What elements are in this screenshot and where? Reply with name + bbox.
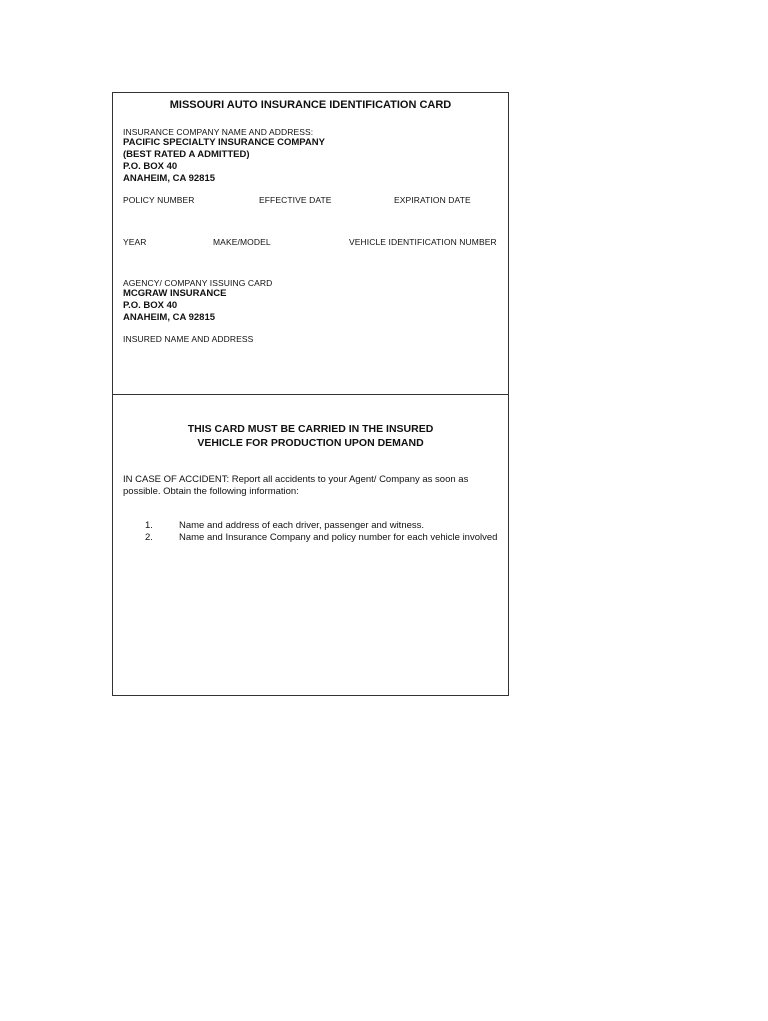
agency-po-box: P.O. BOX 40 xyxy=(123,300,178,311)
list-item-number: 1. xyxy=(145,520,153,531)
agency-city: ANAHEIM, CA 92815 xyxy=(123,312,216,323)
card-title: MISSOURI AUTO INSURANCE IDENTIFICATION CARD xyxy=(169,99,452,111)
list-item-text: Name and address of each driver, passenger and witness. xyxy=(179,520,425,531)
policy-number-label: POLICY NUMBER xyxy=(123,195,195,205)
year-label: YEAR xyxy=(123,237,147,247)
insurer-address xyxy=(123,137,325,185)
expiration-date-label: EXPIRATION DATE xyxy=(394,195,471,205)
make-model-label: MAKE/MODEL xyxy=(213,237,271,247)
accident-instructions: IN CASE OF ACCIDENT: Report all accidents to your Agent/ Company as soon as possible. Obtain the following information: xyxy=(123,474,469,497)
carry-notice-line-2: VEHICLE FOR PRODUCTION UPON DEMAND xyxy=(197,436,424,449)
carry-notice-line-1: THIS CARD MUST BE CARRIED IN THE INSURED xyxy=(187,423,434,435)
insured-label: INSURED NAME AND ADDRESS xyxy=(123,334,254,344)
agency-label: AGENCY/ COMPANY ISSUING CARD xyxy=(123,278,273,288)
list-item-text: Name and Insurance Company and policy number for each vehicle involved xyxy=(179,532,498,543)
insurer-name: PACIFIC SPECIALTY INSURANCE COMPANY xyxy=(123,137,325,148)
card-back xyxy=(113,395,508,695)
insurer-city: ANAHEIM, CA 92815 xyxy=(123,173,216,184)
carry-notice xyxy=(113,423,508,450)
card-front xyxy=(113,93,508,395)
insurer-po-box: P.O. BOX 40 xyxy=(123,161,178,172)
insurer-label: INSURANCE COMPANY NAME AND ADDRESS: xyxy=(123,127,314,137)
insurance-id-card xyxy=(112,92,509,696)
vin-label: VEHICLE IDENTIFICATION NUMBER xyxy=(349,237,497,247)
agency-name: MCGRAW INSURANCE xyxy=(123,288,227,299)
agency-address xyxy=(123,288,226,324)
insurer-rating: (BEST RATED A ADMITTED) xyxy=(123,149,250,160)
effective-date-label: EFFECTIVE DATE xyxy=(259,195,332,205)
list-item-number: 2. xyxy=(145,532,153,543)
